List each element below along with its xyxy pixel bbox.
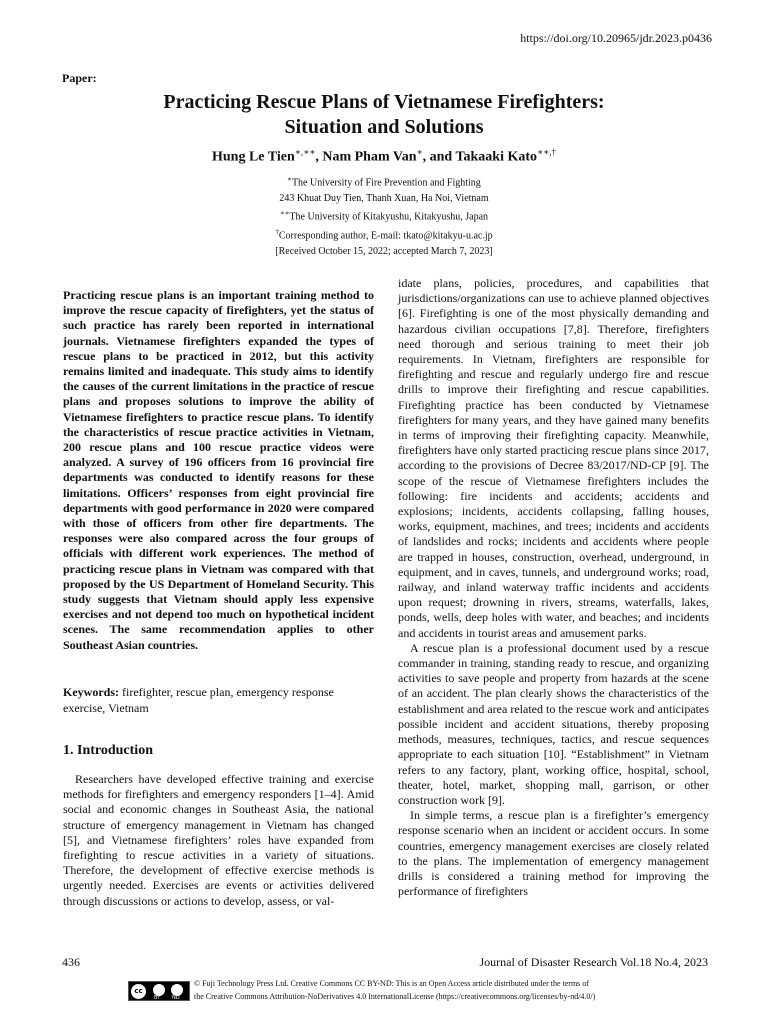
section-heading-introduction: 1. Introduction (63, 743, 153, 758)
license-text (194, 978, 595, 1003)
paper-title (60, 90, 708, 140)
license-line-1: © Fuji Technology Press Ltd. Creative Commons CC BY-ND: This is an Open Access article distributed under the terms of (194, 979, 589, 988)
right-column (398, 276, 709, 899)
affiliation-line-3: ∗∗The University of Kitakyushu, Kitakyushu, Japan (279, 209, 489, 223)
cc-by-label: BY (154, 995, 161, 1001)
cc-badge: cc (131, 984, 146, 999)
license-block (128, 978, 688, 1004)
keywords (63, 684, 374, 716)
corresponding-author: †Corresponding author, E-mail: tkato@kitakyu-u.ac.jp (275, 228, 493, 242)
title-line-1: Practicing Rescue Plans of Vietnamese Firefighters: (163, 91, 605, 113)
author-1-mark: ∗,∗∗ (294, 147, 316, 157)
affiliation-line-2: 243 Khuat Duy Tien, Thanh Xuan, Ha Noi, Vietnam (279, 192, 489, 204)
doi-link[interactable]: https://doi.org/10.20965/jdr.2023.p0436 (520, 31, 712, 45)
paper-type-label: Paper: (62, 71, 97, 85)
keywords-text: firefighter, rescue plan, emergency response exercise, Vietnam (63, 685, 334, 715)
license-line-2[interactable]: the Creative Commons Attribution-NoDerivatives 4.0 InternationalLicense (https://creativecommons.org/licenses/by-nd/4.0/) (194, 991, 596, 1001)
author-1: Hung Le Tien (212, 149, 295, 165)
author-3-mark: ∗∗,† (537, 147, 556, 157)
keywords-label: Keywords: (63, 685, 119, 699)
author-2-mark: ∗ (416, 147, 423, 157)
received-dates: [Received October 15, 2022; accepted March 7, 2023] (275, 245, 493, 257)
author-3: and Takaaki Kato (429, 149, 538, 165)
cc-nd-label: ND (172, 995, 180, 1001)
right-paragraph-2: A rescue plan is a professional document used by a rescue commander in training, standing ready to rescue, and organizing activities to save people and property from hazards at the scene of an accident. The plan clearly shows the characteristics of the establishment and area related to the rescue work and anticipates possible incident and accident situations, thereby proposing methods, measures, techniques, tactics, and rescue sequences appropriate to each situation [10]. “Establishment” in Vietnam refers to any factory, plant, working office, hospital, school, theater, hotel, market, shopping mall, garrison, or other construction work [9]. (398, 640, 709, 807)
affiliation-line-1: ∗The University of Fire Prevention and Fighting (287, 175, 481, 189)
journal-info: Journal of Disaster Research Vol.18 No.4, 2023 (479, 955, 708, 969)
intro-paragraph: Researchers have developed effective training and exercise methods for firefighters and emergency responders [1–4]. Amid social and economic changes in Southeast Asia, the national structure of emergency management in Vietnam has changed [5], and Vietnamese firefighters’ roles have expanded from firefighting to rescue activities in a variety of situations. Therefore, the development of effective exercise methods is urgently needed. Exercises are events or activities delivered through discussions or actions to develop, assess, or val- (63, 772, 374, 908)
right-paragraph-1: idate plans, policies, procedures, and capabilities that jurisdictions/organizations can use to achieve planned objectives [6]. Firefighting is one of the most physically demanding and hazardous civilian occupations [7,8]. Therefore, firefighters need thorough and serious training to meet their job requirements. In Vietnam, firefighters are responsible for firefighting and rescue and regularly undergo fire and rescue drills to improve their firefighting and rescue capabilities. Firefighting practice has been conducted by Vietnamese firefighters for many years, and they have gained many benefits in terms of improving their firefighting capacity. Meanwhile, firefighters have only started practicing rescue plans since 2017, according to the provisions of Decree 83/2017/ND-CP [9]. The scope of the rescue of Vietnamese firefighters includes the following: fire incidents and accidents; accidents and explosions; incidents, accidents collapsing, falling houses, works, equipment, machines, and trees; incidents and accidents of landslides and rocks; incidents and accidents where people are trapped in houses, construction, overhead, underground, in equipment, and in caves, tunnels, and underground works; road, railway, and inland waterway traffic incidents and accidents upon request; drowning in rivers, streams, waterfalls, lakes, ponds, wells, deep holes with water, and beaches; and incidents and accidents in tourist areas and amusement parks. (398, 276, 709, 640)
right-paragraph-3: In simple terms, a rescue plan is a firefighter’s emergency response scenario when an incident or accident occurs. In some countries, emergency management exercises are closely related to the plans. The implementation of emergency management drills is considered a training method for improving the performance of firefighters (398, 808, 709, 899)
abstract: Practicing rescue plans is an important training method to improve the rescue capacity of firefighters, yet the status of such practice has rarely been reported in international journals. Vietnamese firefighters expanded the types of rescue plans to be practiced in 2012, but this activity remains limited and inadequate. This study aims to identify the causes of the current limitations in the practice of rescue plans and proposes solutions to improve the ability of Vietnamese firefighters to practice rescue plans. To identify the characteristics of rescue practice activities in Vietnam, 200 rescue plans and 100 rescue practice videos were analyzed. A survey of 196 officers from 16 provincial fire departments was conducted to identify reasons for these limitations. Officers’ responses from eight provincial fire departments with good performance in 2020 were compared with those of officers from other fire departments. The responses were also compared across the four groups of officials with different work experiences. The method of practicing rescue plans in Vietnam was compared with that proposed by the US Department of Homeland Security. This study suggests that Vietnam should apply less expensive exercises and not depend too much on hypothetical incident scenes. The same recommendation applies to other Southeast Asian countries. (63, 288, 374, 652)
author-2: Nam Pham Van (322, 149, 417, 165)
affiliations (60, 172, 708, 259)
title-line-2: Situation and Solutions (284, 116, 484, 138)
author-list: Hung Le Tien∗,∗∗, Nam Pham Van∗, and Takaaki Kato∗∗,† (212, 147, 556, 165)
cc-license-icon[interactable] (128, 981, 190, 1001)
page-number: 436 (62, 955, 80, 969)
